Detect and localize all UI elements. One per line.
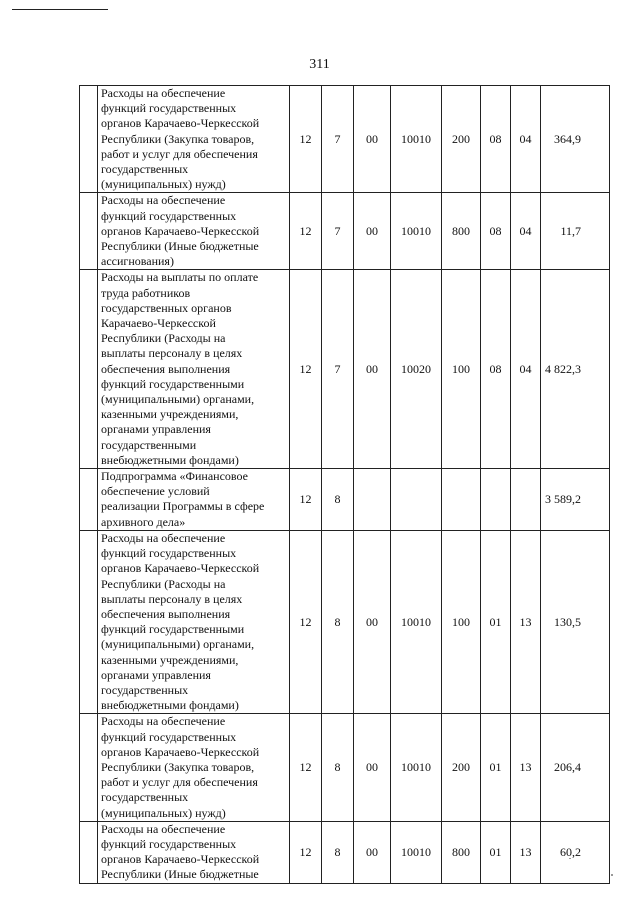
- description-line: функций государственных: [101, 836, 237, 851]
- description-line: (муниципальными) органами,: [101, 637, 255, 652]
- code-4-cell: 10010: [391, 530, 442, 713]
- code-1-cell: 12: [290, 86, 322, 193]
- code-1-cell: 12: [290, 821, 322, 883]
- description-cell: [98, 469, 290, 531]
- description-line: выплаты персоналу в целях: [101, 346, 243, 361]
- description-line: функций государственных: [101, 101, 237, 116]
- description-line: обеспечения выполнения: [101, 606, 231, 621]
- description-cell: [98, 270, 290, 469]
- empty-index-cell: [80, 193, 98, 270]
- code-3-cell: 00: [354, 530, 391, 713]
- code-4-cell: 10010: [391, 714, 442, 821]
- description-line: Республики (Закупка товаров,: [101, 759, 255, 774]
- description-line: Карачаево-Черкесской: [101, 316, 216, 331]
- section-cell: 01: [481, 530, 511, 713]
- description-line: Республики (Иные бюджетные: [101, 239, 259, 254]
- expense-type-cell: 800: [442, 193, 481, 270]
- table-row: [80, 86, 610, 193]
- code-3-cell: 00: [354, 270, 391, 469]
- description-line: Республики (Закупка товаров,: [101, 131, 255, 146]
- description-line: казенными учреждениями,: [101, 652, 239, 667]
- code-3-cell: 00: [354, 821, 391, 883]
- code-3-cell: 00: [354, 86, 391, 193]
- page-number: 311: [309, 57, 330, 72]
- code-2-cell: 7: [322, 193, 354, 270]
- code-2-cell: 8: [322, 469, 354, 531]
- description-line: Расходы на обеспечение: [101, 530, 226, 545]
- amount-cell: 4 822,3: [541, 270, 610, 469]
- description-line: реализации Программы в сфере: [101, 499, 265, 514]
- expense-type-cell: 100: [442, 530, 481, 713]
- description-line: функций государственных: [101, 208, 237, 223]
- description-line: (муниципальных) нужд): [101, 177, 226, 192]
- subsection-cell: 13: [511, 530, 541, 713]
- subsection-cell: 13: [511, 714, 541, 821]
- code-4-cell: 10020: [391, 270, 442, 469]
- section-cell: 08: [481, 86, 511, 193]
- description-line: Республики (Иные бюджетные: [101, 867, 259, 882]
- code-4-cell: 10010: [391, 86, 442, 193]
- expense-type-cell: 200: [442, 86, 481, 193]
- subsection-cell: 04: [511, 86, 541, 193]
- amount-cell: 3 589,2: [541, 469, 610, 531]
- code-2-cell: 8: [322, 821, 354, 883]
- description-cell: [98, 714, 290, 821]
- description-line: работ и услуг для обеспечения: [101, 775, 258, 790]
- description-line: функций государственными: [101, 376, 245, 391]
- description-line: функций государственных: [101, 546, 237, 561]
- description-line: архивного дела»: [101, 514, 186, 529]
- description-line: органов Карачаево-Черкесской: [101, 852, 260, 867]
- top-rule: [12, 9, 108, 10]
- table-row: [80, 193, 610, 270]
- description-line: Подпрограмма «Финансовое: [101, 469, 248, 484]
- description-line: органов Карачаево-Черкесской: [101, 116, 260, 131]
- description-cell: [98, 193, 290, 270]
- section-cell: 01: [481, 714, 511, 821]
- code-4-cell: 10010: [391, 821, 442, 883]
- description-line: функций государственными: [101, 622, 245, 637]
- description-line: органов Карачаево-Черкесской: [101, 561, 260, 576]
- description-line: Расходы на обеспечение: [101, 714, 226, 729]
- description-line: ассигнования): [101, 254, 174, 269]
- description-line: Расходы на выплаты по оплате: [101, 270, 259, 285]
- code-2-cell: 7: [322, 86, 354, 193]
- amount-cell: 364,9: [541, 86, 610, 193]
- description-line: Расходы на обеспечение: [101, 193, 226, 208]
- empty-index-cell: [80, 469, 98, 531]
- subsection-cell: 04: [511, 270, 541, 469]
- description-line: функций государственных: [101, 729, 237, 744]
- empty-index-cell: [80, 270, 98, 469]
- section-cell: 08: [481, 270, 511, 469]
- code-2-cell: 8: [322, 714, 354, 821]
- code-1-cell: 12: [290, 530, 322, 713]
- description-line: государственных: [101, 162, 189, 177]
- description-line: органов Карачаево-Черкесской: [101, 744, 260, 759]
- expense-type-cell: 100: [442, 270, 481, 469]
- code-1-cell: 12: [290, 270, 322, 469]
- scan-speck: [611, 874, 613, 876]
- description-cell: [98, 821, 290, 883]
- description-line: внебюджетными фондами): [101, 698, 239, 713]
- description-line: (муниципальных) нужд): [101, 805, 226, 820]
- description-line: внебюджетными фондами): [101, 452, 239, 467]
- empty-index-cell: [80, 530, 98, 713]
- description-line: выплаты персоналу в целях: [101, 591, 243, 606]
- expense-type-cell: 800: [442, 821, 481, 883]
- description-line: государственными: [101, 437, 197, 452]
- empty-index-cell: [80, 86, 98, 193]
- description-line: труда работников: [101, 285, 191, 300]
- code-1-cell: 12: [290, 193, 322, 270]
- subsection-cell: 13: [511, 821, 541, 883]
- section-cell: 08: [481, 193, 511, 270]
- code-3-cell: 00: [354, 714, 391, 821]
- description-cell: [98, 530, 290, 713]
- table-row: [80, 469, 610, 531]
- description-line: Расходы на обеспечение: [101, 86, 226, 100]
- table-body: [80, 86, 610, 884]
- amount-cell: 11,7: [541, 193, 610, 270]
- amount-cell: 206,4: [541, 714, 610, 821]
- table-row: [80, 530, 610, 713]
- description-line: работ и услуг для обеспечения: [101, 146, 258, 161]
- table-row: [80, 821, 610, 883]
- description-line: государственных органов: [101, 300, 232, 315]
- description-line: государственных: [101, 682, 189, 697]
- code-1-cell: 12: [290, 469, 322, 531]
- code-4-cell: 10010: [391, 193, 442, 270]
- code-3-cell: [354, 469, 391, 531]
- empty-index-cell: [80, 821, 98, 883]
- expense-type-cell: 200: [442, 714, 481, 821]
- description-line: (муниципальными) органами,: [101, 392, 255, 407]
- description-line: обеспечение условий: [101, 484, 210, 499]
- code-4-cell: [391, 469, 442, 531]
- budget-table: [79, 85, 610, 884]
- description-line: обеспечения выполнения: [101, 361, 231, 376]
- code-1-cell: 12: [290, 714, 322, 821]
- expense-type-cell: [442, 469, 481, 531]
- code-2-cell: 7: [322, 270, 354, 469]
- description-line: Расходы на обеспечение: [101, 821, 226, 836]
- description-line: органами управления: [101, 422, 211, 437]
- description-line: органов Карачаево-Черкесской: [101, 223, 260, 238]
- description-line: органами управления: [101, 667, 211, 682]
- section-cell: 01: [481, 821, 511, 883]
- empty-index-cell: [80, 714, 98, 821]
- amount-cell: 130,5: [541, 530, 610, 713]
- code-3-cell: 00: [354, 193, 391, 270]
- section-cell: [481, 469, 511, 531]
- subsection-cell: [511, 469, 541, 531]
- table-row: [80, 714, 610, 821]
- subsection-cell: 04: [511, 193, 541, 270]
- description-line: Республики (Расходы на: [101, 576, 226, 591]
- amount-cell: 60,2: [541, 821, 610, 883]
- description-cell: [98, 86, 290, 193]
- description-line: Республики (Расходы на: [101, 331, 226, 346]
- description-line: государственных: [101, 790, 189, 805]
- table-row: [80, 270, 610, 469]
- code-2-cell: 8: [322, 530, 354, 713]
- description-line: казенными учреждениями,: [101, 407, 239, 422]
